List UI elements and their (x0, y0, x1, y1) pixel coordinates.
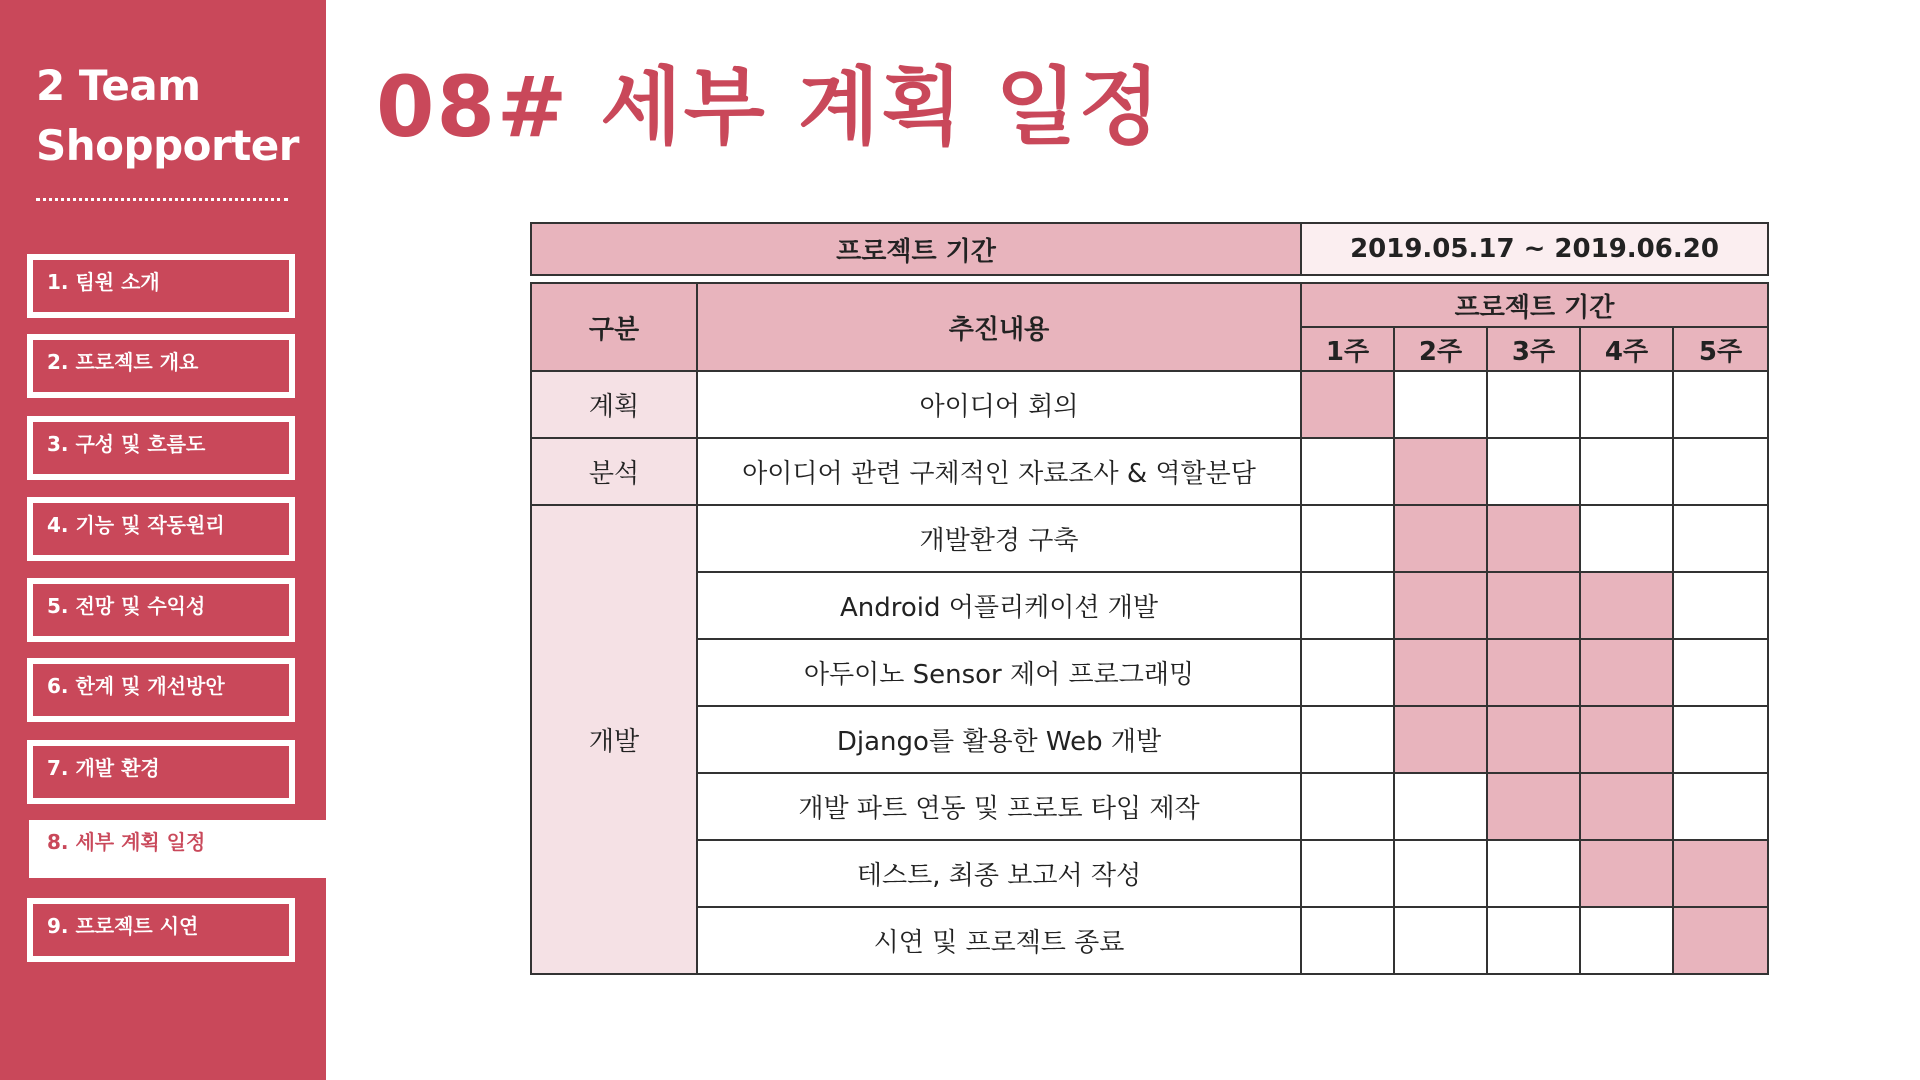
week-cell (1301, 639, 1394, 706)
week-cell (1487, 438, 1580, 505)
sidebar (0, 0, 326, 1080)
column-header-period: 프로젝트 기간 (1301, 283, 1768, 327)
week-cell (1673, 773, 1768, 840)
week-cell (1487, 773, 1580, 840)
week-cell (1673, 706, 1768, 773)
table-row (531, 706, 1768, 773)
week-cell (1301, 840, 1394, 907)
category-cell: 개발 (531, 505, 697, 974)
week-cell (1487, 371, 1580, 438)
schedule-table (530, 222, 1769, 975)
week-cell (1394, 840, 1487, 907)
week-cell (1580, 907, 1673, 974)
week-cell (1394, 572, 1487, 639)
task-cell: 아이디어 관련 구체적인 자료조사 & 역할분담 (697, 438, 1301, 505)
week-cell (1301, 572, 1394, 639)
table-row (531, 371, 1768, 438)
period-label: 프로젝트 기간 (531, 223, 1301, 275)
week-cell (1673, 840, 1768, 907)
task-cell: 아두이노 Sensor 제어 프로그래밍 (697, 639, 1301, 706)
column-header-category: 구분 (531, 283, 697, 371)
team-name-line2: Shopporter (36, 121, 299, 170)
table-row (531, 639, 1768, 706)
week-cell (1487, 907, 1580, 974)
task-cell: 개발 파트 연동 및 프로토 타입 제작 (697, 773, 1301, 840)
task-cell: 개발환경 구축 (697, 505, 1301, 572)
week-cell (1301, 505, 1394, 572)
week-header: 2주 (1394, 327, 1487, 371)
category-cell: 계획 (531, 371, 697, 438)
nav-item-4[interactable]: 4. 기능 및 작동원리 (27, 497, 295, 561)
week-cell (1301, 907, 1394, 974)
nav-item-1[interactable]: 1. 팀원 소개 (27, 254, 295, 318)
week-cell (1673, 505, 1768, 572)
week-cell (1580, 572, 1673, 639)
week-header: 5주 (1673, 327, 1768, 371)
week-cell (1580, 438, 1673, 505)
week-cell (1673, 438, 1768, 505)
week-cell (1394, 907, 1487, 974)
nav-item-6[interactable]: 6. 한계 및 개선방안 (27, 658, 295, 722)
task-cell: Django를 활용한 Web 개발 (697, 706, 1301, 773)
table-row (531, 572, 1768, 639)
nav-item-8-active[interactable]: 8. 세부 계획 일정 (29, 820, 326, 878)
week-cell (1394, 505, 1487, 572)
week-cell (1580, 840, 1673, 907)
nav-list (0, 0, 326, 1080)
nav-item-9[interactable]: 9. 프로젝트 시연 (27, 898, 295, 962)
table-row (531, 840, 1768, 907)
week-cell (1580, 773, 1673, 840)
table-row (531, 773, 1768, 840)
week-cell (1580, 639, 1673, 706)
week-cell (1394, 773, 1487, 840)
category-cell: 분석 (531, 438, 697, 505)
column-header-task: 추진내용 (697, 283, 1301, 371)
week-cell (1673, 907, 1768, 974)
week-cell (1301, 706, 1394, 773)
table-row (531, 505, 1768, 572)
nav-item-2[interactable]: 2. 프로젝트 개요 (27, 334, 295, 398)
week-cell (1580, 706, 1673, 773)
week-header: 3주 (1487, 327, 1580, 371)
period-row (531, 223, 1768, 275)
week-cell (1580, 371, 1673, 438)
task-cell: 시연 및 프로젝트 종료 (697, 907, 1301, 974)
week-cell (1673, 371, 1768, 438)
nav-item-3[interactable]: 3. 구성 및 흐름도 (27, 416, 295, 480)
week-cell (1394, 438, 1487, 505)
week-cell (1394, 706, 1487, 773)
table-row (531, 438, 1768, 505)
week-cell (1301, 773, 1394, 840)
header-row (531, 283, 1768, 327)
week-cell (1673, 572, 1768, 639)
week-header: 1주 (1301, 327, 1394, 371)
nav-item-5[interactable]: 5. 전망 및 수익성 (27, 578, 295, 642)
week-header: 4주 (1580, 327, 1673, 371)
page-title: 08# 세부 계획 일정 (376, 58, 1162, 156)
table-row (531, 907, 1768, 974)
period-value: 2019.05.17 ~ 2019.06.20 (1301, 223, 1768, 275)
week-cell (1673, 639, 1768, 706)
task-cell: 아이디어 회의 (697, 371, 1301, 438)
week-cell (1394, 639, 1487, 706)
week-cell (1487, 840, 1580, 907)
week-cell (1394, 371, 1487, 438)
task-cell: 테스트, 최종 보고서 작성 (697, 840, 1301, 907)
week-cell (1487, 639, 1580, 706)
week-cell (1301, 438, 1394, 505)
week-cell (1487, 505, 1580, 572)
week-cell (1487, 706, 1580, 773)
nav-item-7[interactable]: 7. 개발 환경 (27, 740, 295, 804)
table-spacer (531, 275, 1768, 283)
team-name-line1: 2 Team (36, 61, 201, 110)
week-cell (1580, 505, 1673, 572)
week-cell (1487, 572, 1580, 639)
task-cell: Android 어플리케이션 개발 (697, 572, 1301, 639)
week-cell (1301, 371, 1394, 438)
